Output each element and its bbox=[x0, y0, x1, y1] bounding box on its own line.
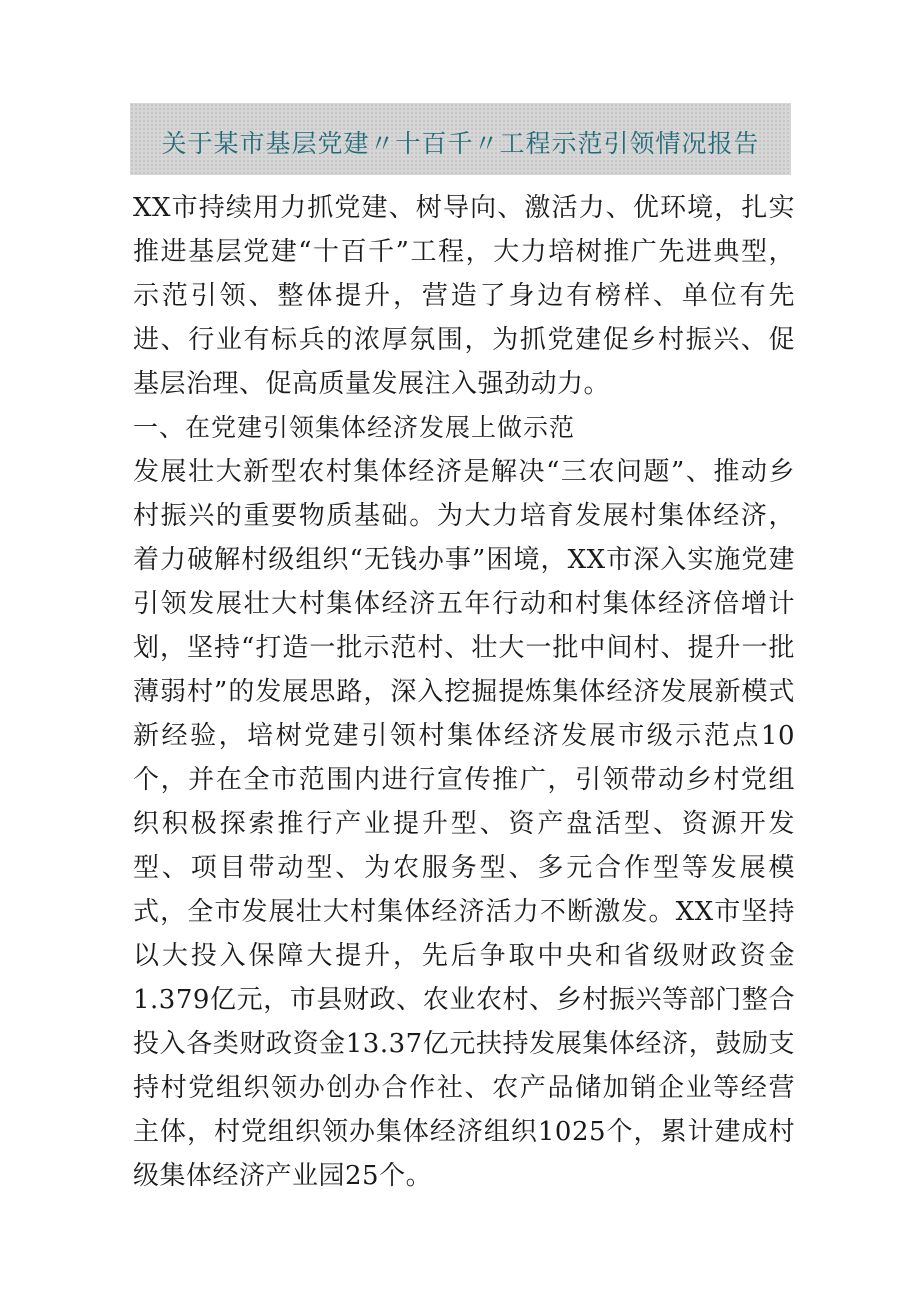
intro-paragraph: XX市持续用力抓党建、树导向、激活力、优环境，扎实推进基层党建“十百千”工程，大力培树推广先进典型，示范引领、整体提升，营造了身边有榜样、单位有先进、行业有标兵的浓厚氛围，为抓党建促乡村振兴、促基层治理、促高质量发展注入强劲动力。 bbox=[133, 193, 795, 399]
title-banner bbox=[130, 103, 791, 175]
document-title: 关于某市基层党建〃十百千〃工程示范引领情况报告 bbox=[161, 129, 760, 158]
section-heading-1: 一、在党建引领集体经济发展上做示范 bbox=[133, 413, 576, 442]
document-body bbox=[133, 186, 795, 1198]
section-paragraph-1: 发展壮大新型农村集体经济是解决“三农问题”、推动乡村振兴的重要物质基础。为大力培育发展村集体经济，着力破解村级组织“无钱办事”困境，XX市深入实施党建引领发展壮大村集体经济五年行动和村集体经济倍增计划，坚持“打造一批示范村、壮大一批中间村、提升一批薄弱村”的发展思路，深入挖掘提炼集体经济发展新模式新经验，培树党建引领村集体经济发展市级示范点10个，并在全市范围内进行宣传推广，引领带动乡村党组织积极探索推行产业提升型、资产盘活型、资源开发型、项目带动型、为农服务型、多元合作型等发展模式，全市发展壮大村集体经济活力不断激发。XX市坚持以大投入保障大提升，先后争取中央和省级财政资金1.379亿元，市县财政、农业农村、乡村振兴等部门整合投入各类财政资金13.37亿元扶持发展集体经济，鼓励支持村党组织领办创办合作社、农产品储加销企业等经营主体，村党组织领办集体经济组织1025个，累计建成村级集体经济产业园25个。 bbox=[133, 457, 795, 1191]
